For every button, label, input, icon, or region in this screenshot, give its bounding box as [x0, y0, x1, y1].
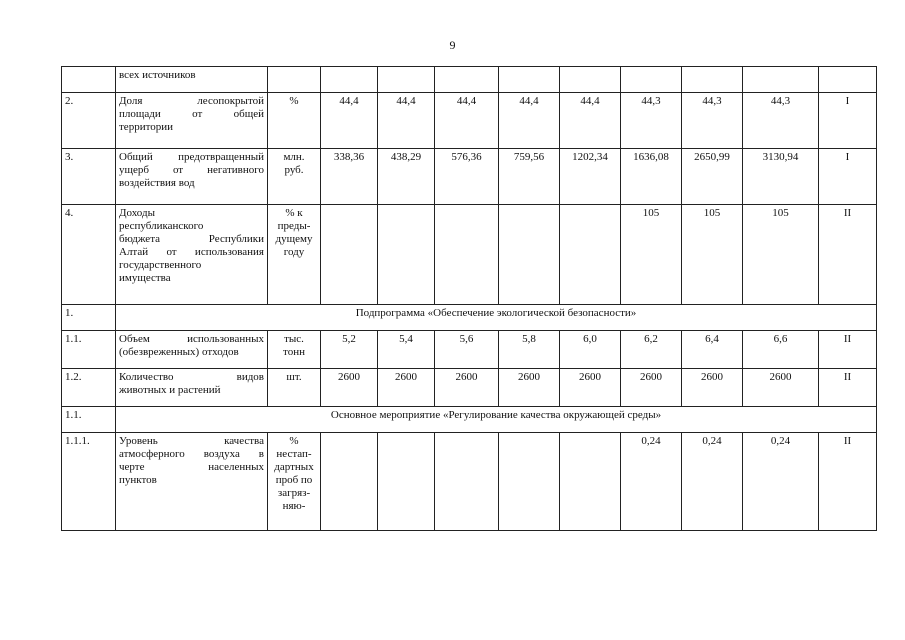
value-cell: 0,24 — [682, 433, 743, 531]
value-cell — [560, 205, 621, 305]
section-heading-row — [62, 407, 877, 433]
value-cell: 6,6 — [743, 331, 819, 369]
value-cell: 5,2 — [321, 331, 378, 369]
value-cell — [321, 205, 378, 305]
row-number — [62, 67, 116, 93]
indicator-name-line: территории — [119, 121, 174, 133]
unit-line: году — [283, 246, 305, 258]
value-cell — [682, 67, 743, 93]
value-cell: 759,56 — [499, 149, 560, 205]
value-cell — [499, 67, 560, 93]
indicator-name — [116, 369, 268, 407]
value-cell: 3130,94 — [743, 149, 819, 205]
unit-line: проб по — [275, 474, 313, 486]
value-cell: 44,3 — [682, 93, 743, 149]
indicator-name-line: ущерб от негативного — [119, 164, 264, 176]
value-cell — [378, 67, 435, 93]
value-cell: 2600 — [621, 369, 682, 407]
table-row — [62, 67, 877, 93]
unit-line: дущему — [275, 233, 313, 245]
indicator-name — [116, 205, 268, 305]
value-cell — [378, 433, 435, 531]
category-cell: II — [819, 433, 877, 531]
value-cell: 2600 — [435, 369, 499, 407]
indicator-name-line: площади от общей — [119, 108, 264, 120]
indicators-table — [61, 66, 877, 531]
unit-line: шт. — [286, 371, 302, 383]
row-number: 1. — [62, 305, 116, 331]
table-row — [62, 93, 877, 149]
indicator-name-line: государственного — [119, 259, 202, 271]
value-cell: 6,0 — [560, 331, 621, 369]
value-cell: 1202,34 — [560, 149, 621, 205]
table-row — [62, 369, 877, 407]
row-number: 3. — [62, 149, 116, 205]
value-cell: 2600 — [743, 369, 819, 407]
row-number: 1.1.1. — [62, 433, 116, 531]
indicator-name-line: атмосферного воздуха в — [119, 448, 264, 460]
row-number: 4. — [62, 205, 116, 305]
unit-of-measure — [268, 149, 321, 205]
value-cell — [321, 67, 378, 93]
value-cell: 338,36 — [321, 149, 378, 205]
unit-line: % — [289, 435, 299, 447]
value-cell — [435, 205, 499, 305]
unit-line: % — [289, 95, 299, 107]
value-cell — [743, 67, 819, 93]
table-row — [62, 205, 877, 305]
unit-line: загряз- — [277, 487, 311, 499]
value-cell: 105 — [743, 205, 819, 305]
value-cell: 2600 — [682, 369, 743, 407]
value-cell: 2650,99 — [682, 149, 743, 205]
indicator-name-line: Количество видов — [119, 371, 264, 383]
unit-of-measure — [268, 93, 321, 149]
unit-of-measure — [268, 433, 321, 531]
value-cell: 44,4 — [435, 93, 499, 149]
value-cell: 44,4 — [321, 93, 378, 149]
page-number: 9 — [449, 38, 456, 52]
row-number: 1.1. — [62, 331, 116, 369]
value-cell: 438,29 — [378, 149, 435, 205]
value-cell: 105 — [621, 205, 682, 305]
indicator-name-line: пунктов — [119, 474, 157, 486]
value-cell: 2600 — [321, 369, 378, 407]
indicator-name — [116, 149, 268, 205]
unit-line: дартных — [274, 461, 314, 473]
value-cell: 1636,08 — [621, 149, 682, 205]
indicator-name-line: республиканского — [119, 220, 204, 232]
value-cell — [321, 433, 378, 531]
value-cell: 0,24 — [621, 433, 682, 531]
indicator-name-line: Доходы — [119, 207, 155, 219]
indicator-name-line: Общий предотвращенный — [119, 151, 264, 163]
section-heading: Подпрограмма «Обеспечение экологической безопасности» — [116, 305, 877, 331]
unit-of-measure — [268, 67, 321, 93]
indicator-name-line: имущества — [119, 272, 171, 284]
value-cell: 44,3 — [621, 93, 682, 149]
value-cell: 6,4 — [682, 331, 743, 369]
value-cell — [499, 433, 560, 531]
indicator-name — [116, 67, 268, 93]
value-cell: 44,4 — [378, 93, 435, 149]
unit-line: % к — [285, 207, 303, 219]
unit-of-measure — [268, 331, 321, 369]
value-cell: 44,3 — [743, 93, 819, 149]
indicator-name-line: всех источников — [119, 69, 196, 81]
section-heading: Основное мероприятие «Регулирование качества окружающей среды» — [116, 407, 877, 433]
indicator-name — [116, 331, 268, 369]
indicator-name-line: Доля лесопокрытой — [119, 95, 264, 107]
value-cell: 105 — [682, 205, 743, 305]
value-cell — [435, 433, 499, 531]
indicator-name-line: Алтай от использования — [119, 246, 264, 258]
category-cell: II — [819, 331, 877, 369]
unit-of-measure — [268, 205, 321, 305]
value-cell — [560, 433, 621, 531]
indicator-name-line: животных и растений — [119, 384, 221, 396]
value-cell: 5,8 — [499, 331, 560, 369]
row-number: 2. — [62, 93, 116, 149]
unit-line: млн. — [283, 151, 305, 163]
category-cell: II — [819, 205, 877, 305]
value-cell: 5,4 — [378, 331, 435, 369]
value-cell — [435, 67, 499, 93]
indicator-name-line: (обезвреженных) отходов — [119, 346, 239, 358]
table-row — [62, 331, 877, 369]
indicator-name-line: Объем использованных — [119, 333, 264, 345]
value-cell — [621, 67, 682, 93]
value-cell — [560, 67, 621, 93]
indicator-name-line: Уровень качества — [119, 435, 264, 447]
table-row — [62, 149, 877, 205]
row-number: 1.1. — [62, 407, 116, 433]
indicator-name — [116, 433, 268, 531]
indicator-name-line: черте населенных — [119, 461, 264, 473]
unit-line: преды- — [277, 220, 311, 232]
unit-line: руб. — [284, 164, 304, 176]
value-cell: 5,6 — [435, 331, 499, 369]
unit-line: тонн — [283, 346, 305, 358]
category-cell: I — [819, 149, 877, 205]
value-cell: 0,24 — [743, 433, 819, 531]
section-heading-row — [62, 305, 877, 331]
category-cell: I — [819, 93, 877, 149]
unit-line: няю- — [282, 500, 306, 512]
category-cell — [819, 67, 877, 93]
value-cell: 2600 — [499, 369, 560, 407]
unit-line: тыс. — [284, 333, 304, 345]
indicator-name-line: бюджета Республики — [119, 233, 264, 245]
indicator-name — [116, 93, 268, 149]
row-number: 1.2. — [62, 369, 116, 407]
table-row — [62, 433, 877, 531]
category-cell: II — [819, 369, 877, 407]
indicator-name-line: воздействия вод — [119, 177, 195, 189]
value-cell: 2600 — [378, 369, 435, 407]
unit-line: нестап- — [276, 448, 312, 460]
unit-of-measure — [268, 369, 321, 407]
value-cell: 44,4 — [560, 93, 621, 149]
value-cell: 44,4 — [499, 93, 560, 149]
value-cell: 2600 — [560, 369, 621, 407]
value-cell: 6,2 — [621, 331, 682, 369]
value-cell — [378, 205, 435, 305]
value-cell: 576,36 — [435, 149, 499, 205]
value-cell — [499, 205, 560, 305]
